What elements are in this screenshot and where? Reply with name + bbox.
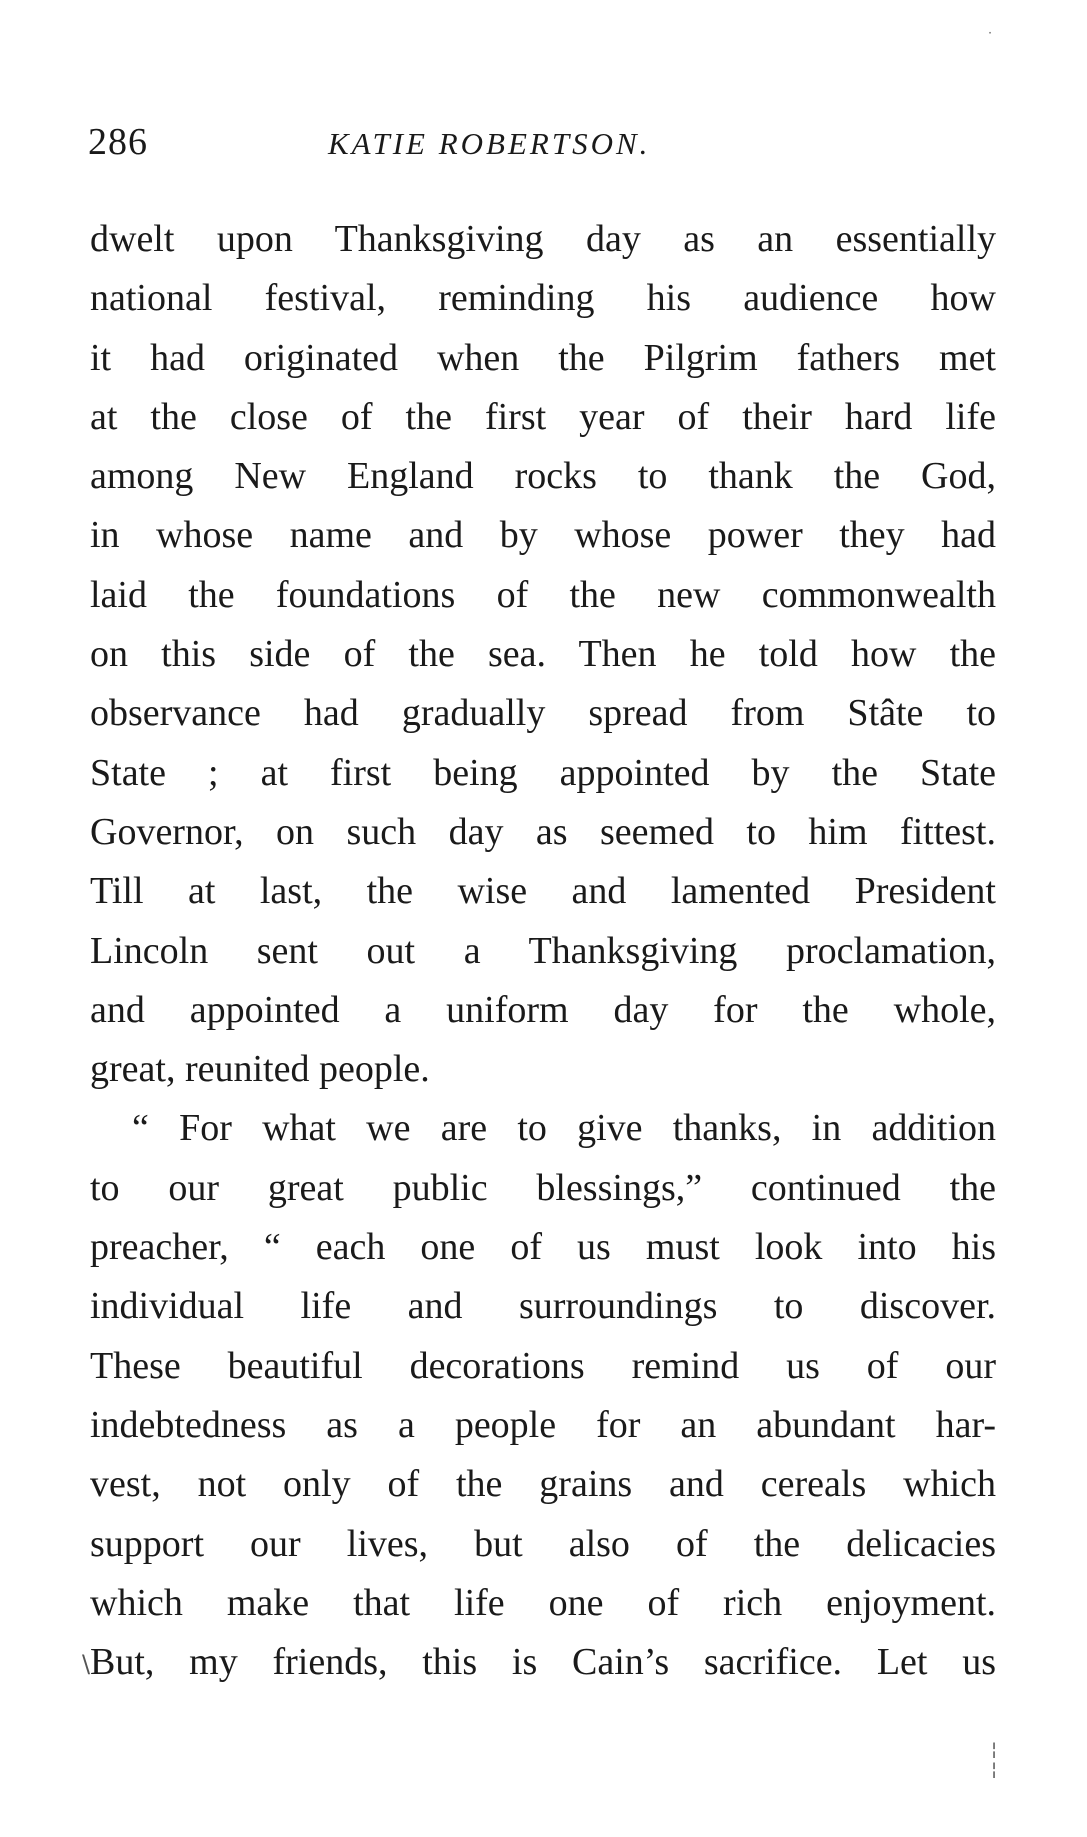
text-line: and appointed a uniform day for the whole, (90, 988, 996, 1031)
text-line: “ For what we are to give thanks, in addition (132, 1107, 996, 1150)
text-line: it had originated when the Pilgrim fathers met (90, 336, 996, 379)
text-line: individual life and surroundings to discover. (90, 1285, 996, 1328)
scan-speck: · (988, 26, 992, 40)
margin-pencil-mark: \ (82, 1650, 91, 1678)
text-line: on this side of the sea. Then he told how the (90, 633, 996, 676)
text-line: indebtedness as a people for an abundant har- (90, 1403, 996, 1446)
text-line: support our lives, but also of the delicacies (90, 1522, 996, 1565)
text-line: Governor, on such day as seemed to him fittest. (90, 810, 996, 853)
text-line: dwelt upon Thanksgiving day as an essentially (90, 218, 996, 260)
text-line: Till at last, the wise and lamented President (90, 870, 996, 913)
running-title: KATIE ROBERTSON. (328, 126, 651, 161)
text-line: Lincoln sent out a Thanksgiving proclamation, (90, 929, 996, 972)
running-header (88, 120, 988, 170)
text-line: laid the foundations of the new commonwealth (90, 573, 996, 616)
text-line: observance had gradually spread from Stâte to (90, 692, 996, 735)
text-line: But, my friends, this is Cain’s sacrifice. Let us (90, 1641, 996, 1684)
text-line: at the close of the first year of their hard life (90, 395, 996, 438)
text-line: among New England rocks to thank the God, (90, 455, 996, 498)
page-number: 286 (88, 121, 148, 163)
text-line: These beautiful decorations remind us of our (90, 1344, 996, 1387)
margin-pencil-mark: ¦ ¦ (990, 1739, 998, 1780)
text-line: in whose name and by whose power they had (90, 514, 996, 557)
text-line: to our great public blessings,” continued the (90, 1166, 996, 1209)
text-line: great, reunited people. (90, 1048, 430, 1091)
text-line: which make that life one of rich enjoyment. (90, 1581, 996, 1624)
text-line: preacher, “ each one of us must look into his (90, 1226, 996, 1269)
text-line: vest, not only of the grains and cereals which (90, 1463, 996, 1506)
text-line: State ; at first being appointed by the State (90, 751, 996, 794)
text-line: national festival, reminding his audience how (90, 277, 996, 320)
body-text (90, 210, 996, 1692)
